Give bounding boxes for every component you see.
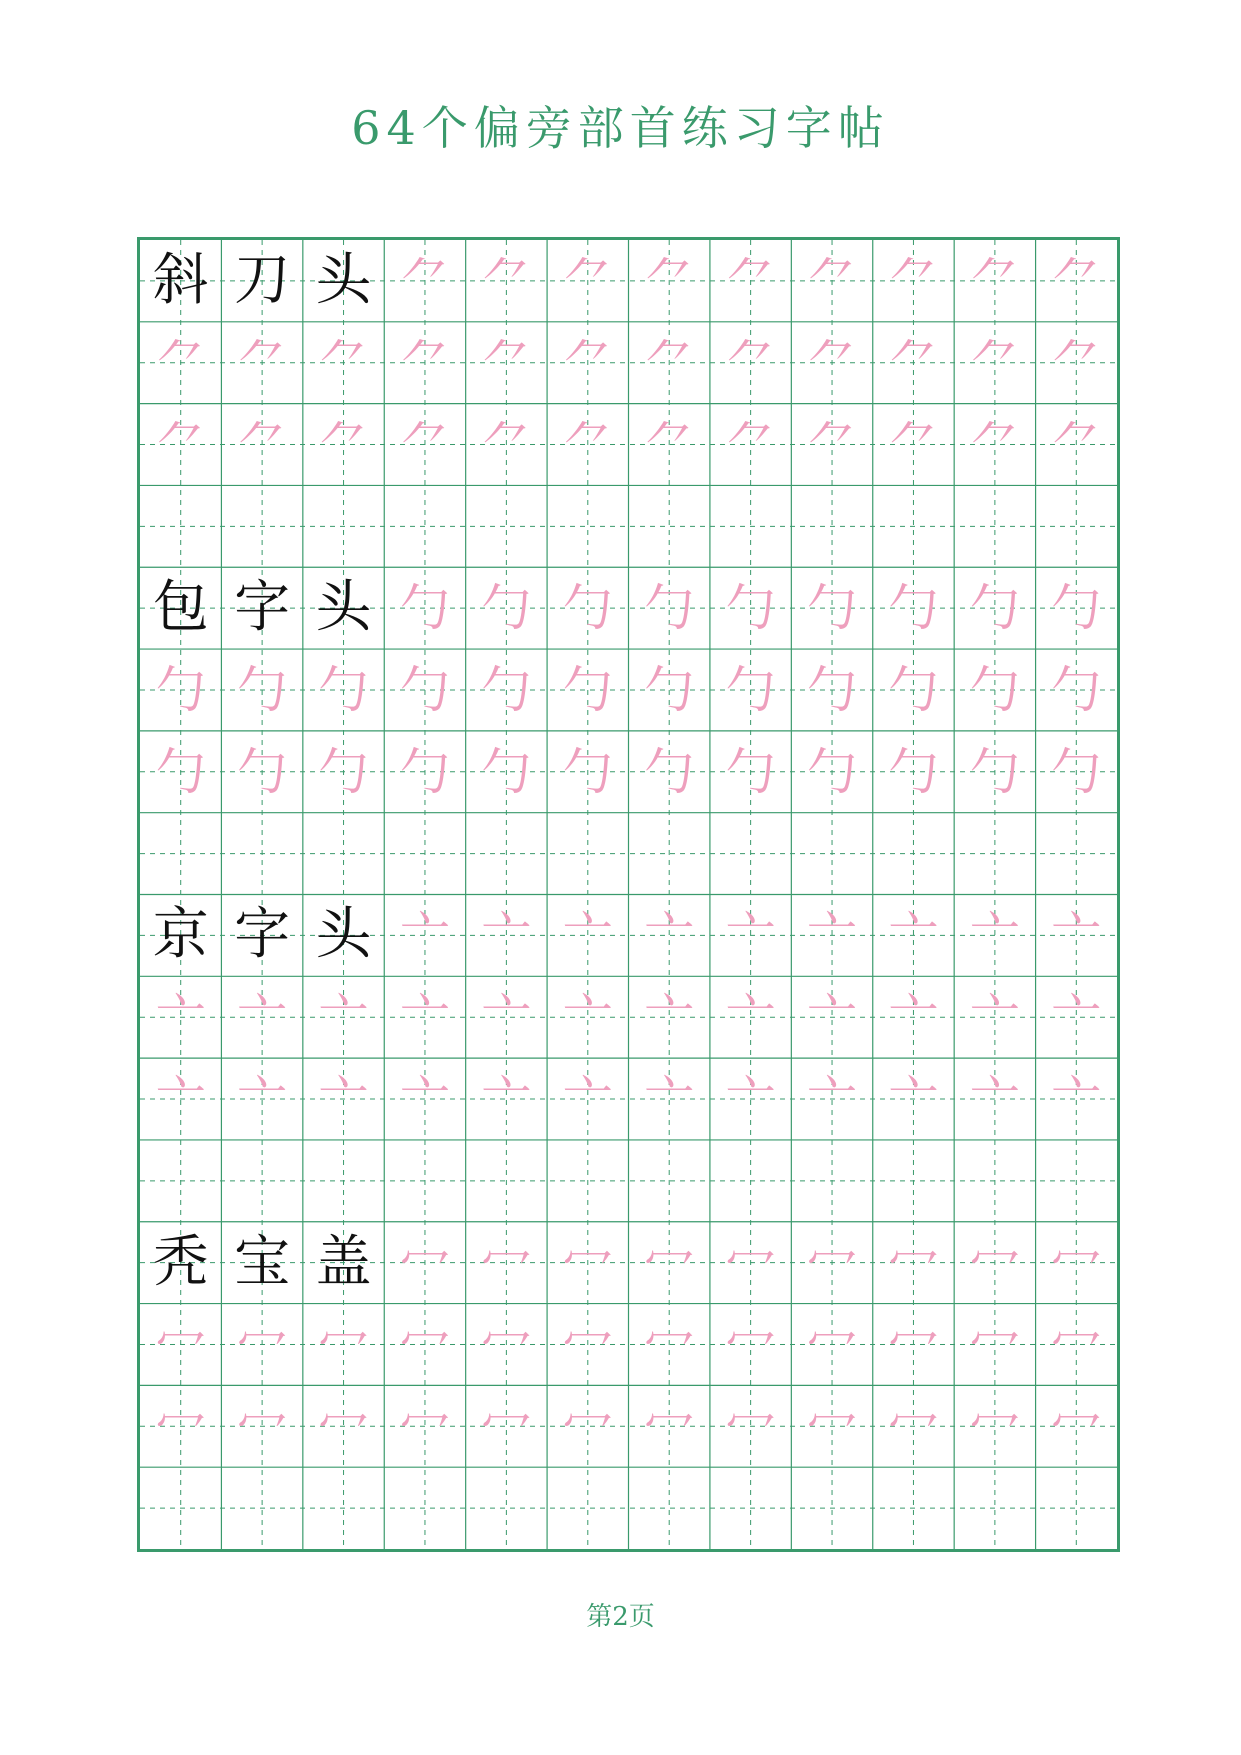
page-number: 第2页 <box>586 1602 655 1632</box>
trace-radical: 勹 <box>1051 742 1102 801</box>
trace-radical: 亠 <box>725 988 776 1047</box>
practice-row <box>140 649 1117 731</box>
trace-radical: 勹 <box>725 742 776 801</box>
trace-radical: 亠 <box>644 906 695 965</box>
trace-radical: 亠 <box>399 1070 450 1129</box>
trace-radical: ⺈ <box>644 333 695 392</box>
trace-radical: 亠 <box>888 906 939 965</box>
trace-radical: 冖 <box>644 1315 695 1374</box>
trace-radical: ⺈ <box>807 415 858 474</box>
trace-radical: 勹 <box>481 742 532 801</box>
trace-radical: 勹 <box>399 742 450 801</box>
section-label-char: 宝 <box>234 1229 291 1295</box>
practice-row <box>140 1058 1117 1140</box>
trace-radical: ⺈ <box>1051 251 1102 310</box>
trace-radical: 勹 <box>969 660 1020 719</box>
trace-radical: 冖 <box>237 1397 288 1456</box>
trace-radical: 勹 <box>155 660 206 719</box>
trace-radical: 勹 <box>155 742 206 801</box>
section-label-char: 头 <box>315 247 372 313</box>
trace-radical: ⺈ <box>888 415 939 474</box>
trace-radical: ⺈ <box>481 251 532 310</box>
trace-radical: 冖 <box>1051 1233 1102 1292</box>
trace-radical: 勹 <box>888 579 939 638</box>
practice-row <box>140 976 1117 1058</box>
trace-radical: 勹 <box>725 579 776 638</box>
trace-radical: ⺈ <box>807 251 858 310</box>
trace-radical: 亠 <box>1051 906 1102 965</box>
trace-radical: 冖 <box>399 1233 450 1292</box>
trace-radical: 亠 <box>969 1070 1020 1129</box>
trace-radical: 亠 <box>807 906 858 965</box>
trace-radical: 冖 <box>969 1233 1020 1292</box>
trace-radical: 亠 <box>318 988 369 1047</box>
trace-radical: 冖 <box>1051 1397 1102 1456</box>
trace-radical: 勹 <box>807 742 858 801</box>
section-label-char: 刀 <box>234 247 291 313</box>
trace-radical: 勹 <box>644 742 695 801</box>
trace-radical: 冖 <box>1051 1315 1102 1374</box>
trace-radical: 冖 <box>155 1397 206 1456</box>
page-title: 64个偏旁部首练习字帖 <box>351 101 890 155</box>
trace-radical: ⺈ <box>725 415 776 474</box>
section-label-char: 包 <box>152 575 209 641</box>
trace-radical: ⺈ <box>155 415 206 474</box>
trace-radical: 亠 <box>481 1070 532 1129</box>
trace-radical: ⺈ <box>1051 415 1102 474</box>
trace-radical: 冖 <box>969 1315 1020 1374</box>
trace-radical: 冖 <box>318 1397 369 1456</box>
trace-radical: 勹 <box>318 660 369 719</box>
trace-radical: 勹 <box>237 742 288 801</box>
trace-radical: ⺈ <box>318 415 369 474</box>
trace-radical: 勹 <box>1051 579 1102 638</box>
trace-radical: 亠 <box>807 1070 858 1129</box>
trace-radical: 勹 <box>562 660 613 719</box>
trace-radical: ⺈ <box>807 333 858 392</box>
trace-radical: 亠 <box>888 1070 939 1129</box>
practice-row <box>140 567 1117 649</box>
practice-row <box>140 731 1117 813</box>
section-label-char: 字 <box>234 902 291 968</box>
section-label-char: 盖 <box>315 1229 372 1295</box>
trace-radical: 勹 <box>888 742 939 801</box>
trace-radical: 勹 <box>399 579 450 638</box>
trace-radical: 勹 <box>237 660 288 719</box>
trace-radical: 亠 <box>725 1070 776 1129</box>
trace-radical: ⺈ <box>481 333 532 392</box>
trace-radical: ⺈ <box>562 333 613 392</box>
trace-radical: 冖 <box>725 1315 776 1374</box>
trace-radical: 冖 <box>562 1233 613 1292</box>
trace-radical: 冖 <box>888 1233 939 1292</box>
trace-radical: 勹 <box>807 660 858 719</box>
trace-radical: 亠 <box>888 988 939 1047</box>
trace-radical: 冖 <box>888 1397 939 1456</box>
trace-radical: 冖 <box>481 1397 532 1456</box>
trace-radical: 勹 <box>807 579 858 638</box>
trace-radical: 亠 <box>318 1070 369 1129</box>
trace-radical: ⺈ <box>562 251 613 310</box>
trace-radical: ⺈ <box>237 333 288 392</box>
trace-radical: 冖 <box>969 1397 1020 1456</box>
trace-radical: 冖 <box>888 1315 939 1374</box>
trace-radical: 亠 <box>481 988 532 1047</box>
trace-radical: 亠 <box>562 988 613 1047</box>
trace-radical: 勹 <box>725 660 776 719</box>
section-label-char: 斜 <box>152 247 209 313</box>
trace-radical: 冖 <box>481 1233 532 1292</box>
trace-radical: 勹 <box>969 742 1020 801</box>
practice-row <box>140 240 1117 322</box>
trace-radical: 冖 <box>481 1315 532 1374</box>
trace-radical: ⺈ <box>644 251 695 310</box>
trace-radical: 勹 <box>318 742 369 801</box>
trace-radical: 冖 <box>807 1397 858 1456</box>
trace-radical: 冖 <box>399 1397 450 1456</box>
trace-radical: 亠 <box>155 1070 206 1129</box>
trace-radical: 亠 <box>1051 988 1102 1047</box>
trace-radical: 冖 <box>237 1315 288 1374</box>
trace-radical: ⺈ <box>399 415 450 474</box>
trace-radical: 勹 <box>562 579 613 638</box>
trace-radical: 勹 <box>481 660 532 719</box>
trace-radical: ⺈ <box>725 333 776 392</box>
trace-radical: 勹 <box>969 579 1020 638</box>
trace-radical: ⺈ <box>969 333 1020 392</box>
section-label-char: 秃 <box>152 1229 209 1295</box>
trace-radical: 亠 <box>644 1070 695 1129</box>
trace-radical: 冖 <box>807 1315 858 1374</box>
trace-radical: 勹 <box>644 660 695 719</box>
trace-radical: ⺈ <box>155 333 206 392</box>
trace-radical: ⺈ <box>644 415 695 474</box>
practice-grid <box>137 237 1120 1552</box>
trace-radical: 冖 <box>399 1315 450 1374</box>
practice-row <box>140 404 1117 486</box>
section-label-char: 头 <box>315 902 372 968</box>
trace-radical: 勹 <box>399 660 450 719</box>
trace-radical: 冖 <box>807 1233 858 1292</box>
trace-radical: ⺈ <box>399 251 450 310</box>
trace-radical: ⺈ <box>481 415 532 474</box>
trace-radical: ⺈ <box>969 415 1020 474</box>
trace-radical: 亠 <box>969 906 1020 965</box>
trace-radical: 冖 <box>725 1397 776 1456</box>
practice-row <box>140 1222 1117 1304</box>
trace-radical: 勹 <box>562 742 613 801</box>
trace-radical: 冖 <box>725 1233 776 1292</box>
section-label-char: 字 <box>234 575 291 641</box>
trace-radical: 亠 <box>481 906 532 965</box>
trace-radical: 亠 <box>399 988 450 1047</box>
trace-radical: 亠 <box>562 906 613 965</box>
trace-radical: ⺈ <box>969 251 1020 310</box>
trace-radical: 亠 <box>644 988 695 1047</box>
trace-radical: 亠 <box>725 906 776 965</box>
trace-radical: ⺈ <box>318 333 369 392</box>
trace-radical: 亠 <box>969 988 1020 1047</box>
trace-radical: 冖 <box>155 1315 206 1374</box>
trace-radical: ⺈ <box>888 333 939 392</box>
practice-row <box>140 895 1117 977</box>
practice-row <box>140 1304 1117 1386</box>
trace-radical: 勹 <box>481 579 532 638</box>
practice-row <box>140 1385 1117 1467</box>
trace-radical: 亠 <box>399 906 450 965</box>
trace-radical: 冖 <box>318 1315 369 1374</box>
trace-radical: 冖 <box>562 1315 613 1374</box>
practice-row <box>140 322 1117 404</box>
trace-radical: ⺈ <box>1051 333 1102 392</box>
trace-radical: 亠 <box>237 988 288 1047</box>
trace-radical: 勹 <box>644 579 695 638</box>
trace-radical: ⺈ <box>725 251 776 310</box>
trace-radical: 亠 <box>1051 1070 1102 1129</box>
trace-radical: 亠 <box>155 988 206 1047</box>
trace-radical: 勹 <box>888 660 939 719</box>
trace-radical: 冖 <box>562 1397 613 1456</box>
trace-radical: ⺈ <box>888 251 939 310</box>
section-label-char: 京 <box>152 902 209 968</box>
trace-radical: ⺈ <box>237 415 288 474</box>
trace-radical: 冖 <box>644 1397 695 1456</box>
trace-radical: ⺈ <box>562 415 613 474</box>
section-label-char: 头 <box>315 575 372 641</box>
trace-radical: 亠 <box>807 988 858 1047</box>
trace-radical: 亠 <box>237 1070 288 1129</box>
trace-radical: 亠 <box>562 1070 613 1129</box>
trace-radical: ⺈ <box>399 333 450 392</box>
trace-radical: 勹 <box>1051 660 1102 719</box>
trace-radical: 冖 <box>644 1233 695 1292</box>
